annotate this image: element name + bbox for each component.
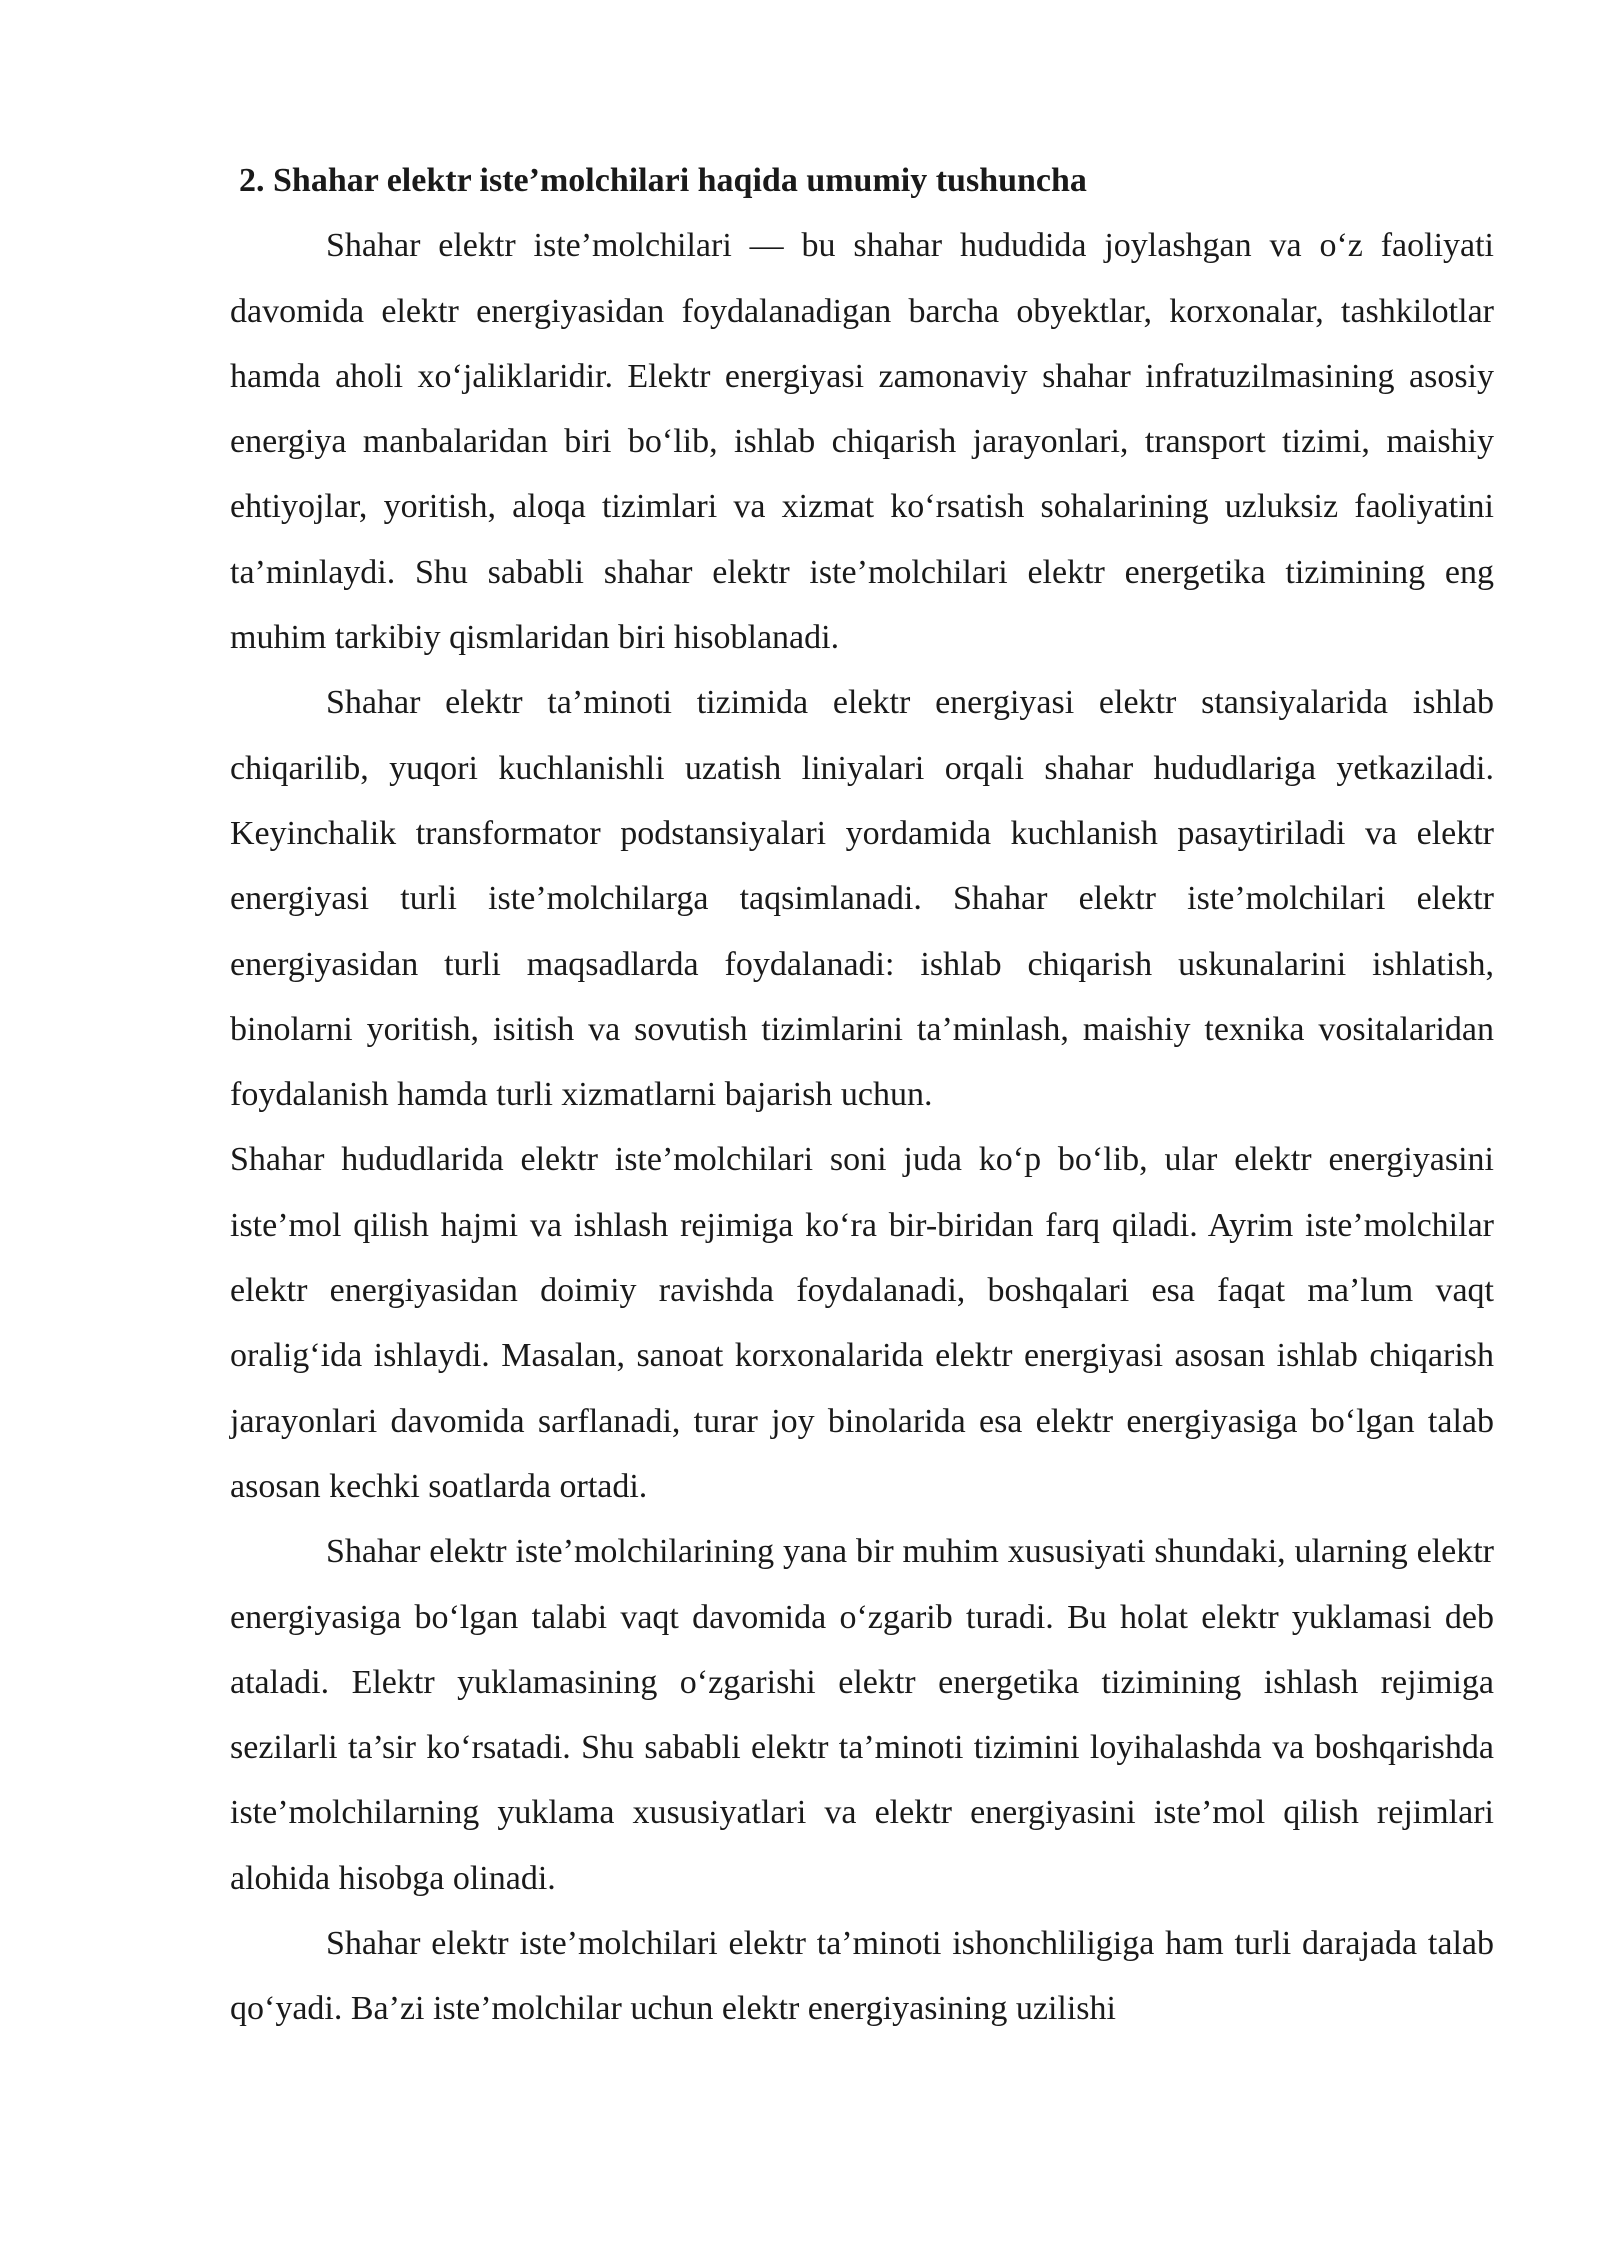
paragraph-3: Shahar hududlarida elektr iste’molchilari soni juda ko‘p bo‘lib, ular elektr energiyasini iste’mol qilish hajmi va ishlash rejimiga ko‘ra bir-biridan farq qiladi. Ayrim iste’molchilar elektr energiyasidan doimiy ravishda foydalanadi, boshqalari esa faqat ma’lum vaqt oralig‘ida ishlaydi. Masalan, sanoat korxonalarida elektr energiyasi asosan ishlab chiqarish jarayonlari davomida sarflanadi, turar joy binolarida esa elektr energiyasiga bo‘lgan talab asosan kechki soatlarda ortadi. <box>230 1141 1494 1505</box>
paragraph-4: Shahar elektr iste’molchilarining yana bir muhim xususiyati shundaki, ularning elektr energiyasiga bo‘lgan talabi vaqt davomida o‘zgarib turadi. Bu holat elektr yuklamasi deb ataladi. Elektr yuklamasining o‘zgarishi elektr energetika tizimining ishlash rejimiga sezilarli ta’sir ko‘rsatadi. Shu sababli elektr ta’minoti tizimini loyihalashda va boshqarishda iste’molchilarning yuklama xususiyatlari va elektr energiyasini iste’mol qilish rejimlari alohida hisobga olinadi. <box>230 1533 1494 1897</box>
paragraph-2: Shahar elektr ta’minoti tizimida elektr energiyasi elektr stansiyalarida ishlab chiqarilib, yuqori kuchlanishli uzatish liniyalari orqali shahar hududlariga yetkaziladi. Keyinchalik transformator podstansiyalari yordamida kuchlanish pasaytiriladi va elektr energiyasi turli iste’molchilarga taqsimlanadi. Shahar elektr iste’molchilari elektr energiyasidan turli maqsadlarda foydalanadi: ishlab chiqarish uskunalarini ishlatish, binolarni yoritish, isitish va sovutish tizimlarini ta’minlash, maishiy texnika vositalaridan foydalanish hamda turli xizmatlarni bajarish uchun. <box>230 684 1494 1114</box>
paragraph-1: Shahar elektr iste’molchilari — bu shahar hududida joylashgan va o‘z faoliyati davomida elektr energiyasidan foydalanadigan barcha obyektlar, korxonalar, tashkilotlar hamda aholi xo‘jaliklaridir. Elektr energiyasi zamonaviy shahar infratuzilmasining asosiy energiya manbalaridan biri bo‘lib, ishlab chiqarish jarayonlari, transport tizimi, maishiy ehtiyojlar, yoritish, aloqa tizimlari va xizmat ko‘rsatish sohalarining uzluksiz faoliyatini ta’minlaydi. Shu sababli shahar elektr iste’molchilari elektr energetika tizimining eng muhim tarkibiy qismlaridan biri hisoblanadi. <box>230 227 1494 657</box>
section-heading: 2. Shahar elektr iste’molchilari haqida umumiy tushuncha <box>239 162 1087 199</box>
paragraph-5: Shahar elektr iste’molchilari elektr ta’minoti ishonchliligiga ham turli darajada talab qo‘yadi. Ba’zi iste’molchilar uchun elektr energiyasining uzilishi <box>230 1925 1494 2028</box>
document-body <box>230 148 1494 2042</box>
